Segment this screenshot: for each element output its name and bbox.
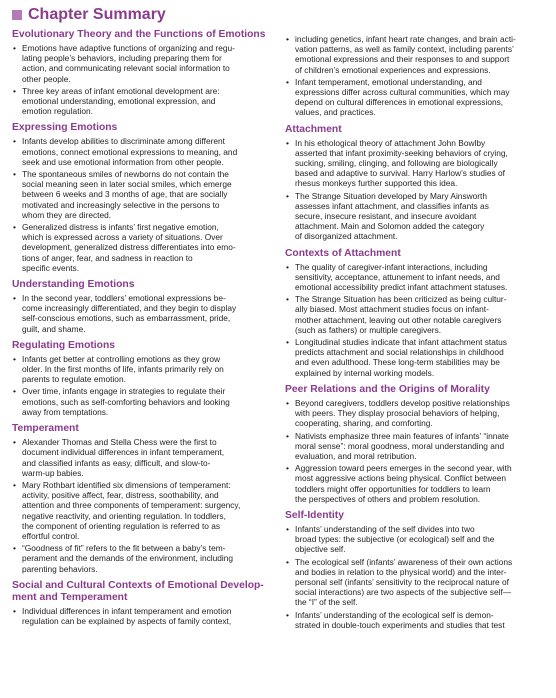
bullet-line: older. In the first months of life, infants primarily rely on: [22, 364, 224, 375]
heading-line: Social and Cultural Contexts of Emotional Develop-: [12, 579, 264, 591]
section-heading: [12, 423, 271, 435]
bullet-list: [285, 524, 545, 630]
summary-section: [12, 423, 271, 574]
bullet-line: emotional accessibility predict infant attachment statuses.: [295, 282, 508, 293]
section-heading: [12, 29, 271, 41]
bullet-line: come increasingly differentiated, and they begin to display: [22, 303, 237, 314]
bullet-item: [12, 543, 271, 574]
heading-line: Contexts of Attachment: [285, 247, 401, 259]
bullet-item: [12, 354, 271, 385]
bullet-line: the component of orienting regulation is referred to as: [22, 520, 221, 531]
bullet-line: motivated and increasingly selective in the persons to: [22, 199, 220, 210]
bullet-line: • In the second year, toddlers’ emotional expressions be-: [22, 293, 226, 304]
section-heading: [12, 340, 271, 352]
bullet-list: [12, 43, 271, 116]
bullet-line: based and adaptive to survival. Harry Harlow’s studies of: [295, 168, 505, 179]
bullet-line: between 6 weeks and 3 months of age, that are socially: [22, 189, 228, 200]
bullet-line: • The spontaneous smiles of newborns do not contain the: [22, 169, 229, 180]
summary-section: [12, 29, 271, 116]
bullet-line: sensitivity, acceptance, attunement to infant needs, and: [295, 271, 500, 282]
bullet-item: [285, 138, 545, 189]
bullet-line: social meaning seen in later social smiles, which emerge: [22, 179, 232, 190]
right-column: [285, 32, 545, 636]
bullet-line: and bodies in relation to the physical world) and the inter-: [295, 566, 507, 577]
bullet-item: [285, 431, 545, 462]
bullet-item: [285, 191, 545, 242]
bullet-line: rhesus monkeys further supported this idea.: [295, 178, 458, 189]
bullet-line: negative reactivity, and orienting regulation. In toddlers,: [22, 510, 226, 521]
bullet-line: explained by internal working models.: [295, 367, 435, 378]
heading-line: Attachment: [285, 123, 342, 135]
bullet-line: document individual differences in infant temperament,: [22, 447, 225, 458]
summary-section: [285, 124, 545, 242]
bullet-item: [12, 293, 271, 334]
bullet-line: • Infants’ understanding of the ecological self is demon-: [295, 609, 494, 620]
bullet-line: • Alexander Thomas and Stella Chess were the first to: [22, 437, 217, 448]
bullet-item: [12, 480, 271, 541]
page-title: Chapter Summary: [28, 6, 166, 23]
bullet-line: regulation can be explained by aspects of family context,: [22, 615, 232, 626]
section-heading: [12, 580, 271, 604]
bullet-line: strated in double-touch experiments and studies that test: [295, 619, 505, 630]
section-heading: [285, 510, 545, 522]
bullet-line: (such as fathers) or multiple caregivers.: [295, 324, 442, 335]
bullet-line: evaluation, and moral retribution.: [295, 450, 417, 461]
bullet-item: [285, 398, 545, 429]
section-heading: [285, 384, 545, 396]
bullet-item: [285, 610, 545, 630]
bullet-item: [12, 43, 271, 84]
bullet-line: assesses infant attachment, and classifies infants as: [295, 200, 489, 211]
bullet-item: [285, 557, 545, 608]
bullet-line: • Mary Rothbart identified six dimensions of temperament:: [22, 479, 231, 490]
bullet-item: [285, 77, 545, 118]
bullet-line: emotions, connect emotional expressions to meaning, and: [22, 146, 238, 157]
bullet-line: emotion regulation.: [22, 106, 93, 117]
bullet-list: [12, 354, 271, 417]
bullet-line: broad types: the subjective (or ecological) self and the: [295, 534, 495, 545]
heading-line: Peer Relations and the Origins of Morality: [285, 383, 490, 395]
title-bar: [12, 4, 166, 26]
section-heading: [12, 122, 271, 134]
bullet-line: emotions, such as self-comforting behaviors and looking: [22, 396, 230, 407]
bullet-line: action, and communicating relevant social information to: [22, 63, 230, 74]
bullet-line: cooperating, sharing, and comforting.: [295, 418, 433, 429]
bullet-list: [285, 34, 545, 118]
bullet-item: [285, 294, 545, 335]
heading-line: Evolutionary Theory and the Functions of Emotions: [12, 29, 266, 40]
heading-line: Regulating Emotions: [12, 339, 115, 351]
bullet-line: parenting behaviors.: [22, 563, 98, 574]
bullet-item: [285, 524, 545, 555]
bullet-line: • The Strange Situation developed by Mary Ainsworth: [295, 190, 488, 201]
bullet-item: [12, 169, 271, 220]
bullet-line: • Generalized distress is infants’ first negative emotion,: [22, 222, 219, 233]
bullet-list: [12, 437, 271, 574]
bullet-list: [12, 136, 271, 273]
bullet-line: • Beyond caregivers, toddlers develop positive relationships: [295, 397, 510, 408]
bullet-line: • Infants get better at controlling emotions as they grow: [22, 353, 221, 364]
section-heading: [285, 248, 545, 260]
bullet-line: and even adulthood. These long-term stabilities may be: [295, 357, 500, 368]
summary-section: [12, 580, 271, 626]
bullet-line: • “Goodness of fit” refers to the fit between a baby’s tem-: [22, 543, 226, 554]
heading-line: ment and Temperament: [12, 591, 128, 603]
heading-line: Understanding Emotions: [12, 279, 135, 291]
heading-line: Temperament: [12, 423, 79, 435]
bullet-line: of disorganized attachment.: [295, 231, 398, 242]
bullet-list: [285, 138, 545, 242]
section-heading: [12, 279, 271, 291]
bullet-line: lating people’s behaviors, including preparing them for: [22, 53, 222, 64]
bullet-line: values, and practices.: [295, 107, 376, 118]
summary-section: [285, 384, 545, 504]
bullet-line: moral sense”: moral goodness, moral understanding and: [295, 440, 505, 451]
bullet-item: [285, 262, 545, 293]
bullet-line: emotional expressions and their responses to and support: [295, 54, 510, 65]
bullet-line: • including genetics, infant heart rate changes, and brain acti-: [295, 34, 516, 44]
bullet-line: objective self.: [295, 544, 346, 555]
bullet-line: attention and three components of temperament: surgency,: [22, 500, 241, 511]
bullet-line: expressions differ across cultural communities, which may: [295, 87, 510, 98]
left-column: [12, 29, 271, 632]
bullet-line: the “I” of the self.: [295, 597, 358, 608]
bullet-line: asserted that infant proximity-seeking behaviors of crying,: [295, 147, 508, 158]
bullet-item: [285, 337, 545, 378]
bullet-line: specific events.: [22, 262, 80, 273]
heading-line: Self-Identity: [285, 509, 344, 521]
bullet-line: emotional understanding, emotional expression, and: [22, 96, 216, 107]
bullet-line: • The quality of caregiver-infant interactions, including: [295, 261, 488, 272]
bullet-line: perament and the demands of the environment, including: [22, 553, 234, 564]
bullet-list: [285, 398, 545, 504]
bullet-line: most aggressive actions being physical. Conflict between: [295, 473, 507, 484]
bullet-item: [12, 437, 271, 478]
bullet-line: development, generalized distress differentiates into emo-: [22, 242, 236, 253]
bullet-item: [285, 34, 545, 75]
title-square-marker: [12, 10, 22, 20]
bullet-item: [12, 606, 271, 626]
bullet-line: of children’s emotional experiences and expressions.: [295, 64, 491, 75]
bullet-line: • Infants’ understanding of the self divides into two: [295, 523, 475, 534]
bullet-line: • Longitudinal studies indicate that infant attachment status: [295, 337, 507, 348]
bullet-line: • Individual differences in infant temperament and emotion: [22, 605, 232, 616]
summary-section: [12, 279, 271, 334]
bullet-line: predicts attachment and social relationships in childhood: [295, 347, 504, 358]
summary-section: [285, 510, 545, 630]
bullet-line: • Infants develop abilities to discriminate among different: [22, 136, 225, 147]
bullet-item: [12, 86, 271, 117]
bullet-line: secure, insecure resistant, and insecure avoidant: [295, 211, 477, 222]
bullet-line: ally biased. Most attachment studies focus on infant-: [295, 304, 489, 315]
bullet-line: toddlers might offer opportunities for toddlers to learn: [295, 483, 491, 494]
bullet-line: depend on cultural differences in emotional expressions,: [295, 97, 504, 108]
bullet-line: the perspectives of others and problem resolution.: [295, 493, 481, 504]
bullet-line: • Infant temperament, emotional understanding, and: [295, 76, 482, 87]
bullet-item: [12, 222, 271, 273]
bullet-line: • The Strange Situation has been criticized as being cultur-: [295, 294, 507, 305]
bullet-item: [285, 463, 545, 504]
bullet-line: which is expressed across a variety of situations. Over: [22, 232, 223, 243]
bullet-line: and classified infants as easy, difficult, and slow-to-: [22, 457, 211, 468]
bullet-line: activity, positive affect, fear, distress, soothability, and: [22, 490, 219, 501]
bullet-line: tions of anger, fear, and sadness in reaction to: [22, 252, 193, 263]
bullet-line: away from temptations.: [22, 406, 109, 417]
summary-section: [12, 340, 271, 417]
bullet-list: [12, 606, 271, 626]
bullet-line: guilt, and shame.: [22, 323, 86, 334]
bullet-item: [12, 386, 271, 417]
bullet-line: self-conscious emotions, such as embarrassment, pride,: [22, 313, 231, 324]
bullet-line: parents to regulate emotion.: [22, 374, 126, 385]
bullet-list: [12, 293, 271, 334]
bullet-line: personal self (infants’ sensitivity to the reciprocal nature of: [295, 576, 509, 587]
bullet-line: effortful control.: [22, 530, 80, 541]
bullet-line: • Aggression toward peers emerges in the second year, with: [295, 463, 512, 474]
summary-section: [285, 248, 545, 378]
bullet-line: • The ecological self (infants’ awareness of their own actions: [295, 556, 513, 567]
summary-section: [12, 122, 271, 273]
heading-line: Expressing Emotions: [12, 122, 118, 134]
bullet-item: [12, 136, 271, 167]
bullet-line: with peers. They display prosocial behaviors of helping,: [295, 408, 500, 419]
bullet-line: mother attachment, leaving out other notable caregivers: [295, 314, 502, 325]
bullet-line: • In his ethological theory of attachment John Bowlby: [295, 137, 486, 148]
bullet-line: sucking, smiling, clinging, and following are biologically: [295, 158, 498, 169]
bullet-line: • Over time, infants engage in strategies to regulate their: [22, 386, 226, 397]
bullet-line: • Three key areas of infant emotional development are:: [22, 85, 220, 96]
section-heading: [285, 124, 545, 136]
summary-section: [285, 34, 545, 118]
bullet-line: • Emotions have adaptive functions of organizing and regu-: [22, 43, 235, 53]
bullet-line: whom they are directed.: [22, 209, 112, 220]
bullet-line: vation patterns, as well as family context, including parents’: [295, 44, 514, 55]
bullet-line: other people.: [22, 73, 71, 84]
bullet-line: seek and use emotional information from other people.: [22, 156, 224, 167]
bullet-line: • Nativists emphasize three main features of infants’ “innate: [295, 430, 509, 441]
bullet-line: attachment. Main and Solomon added the category: [295, 221, 485, 232]
bullet-line: social interactions) are two aspects of the subjective self—: [295, 587, 512, 598]
bullet-list: [285, 262, 545, 378]
bullet-line: warm-up babies.: [22, 467, 84, 478]
